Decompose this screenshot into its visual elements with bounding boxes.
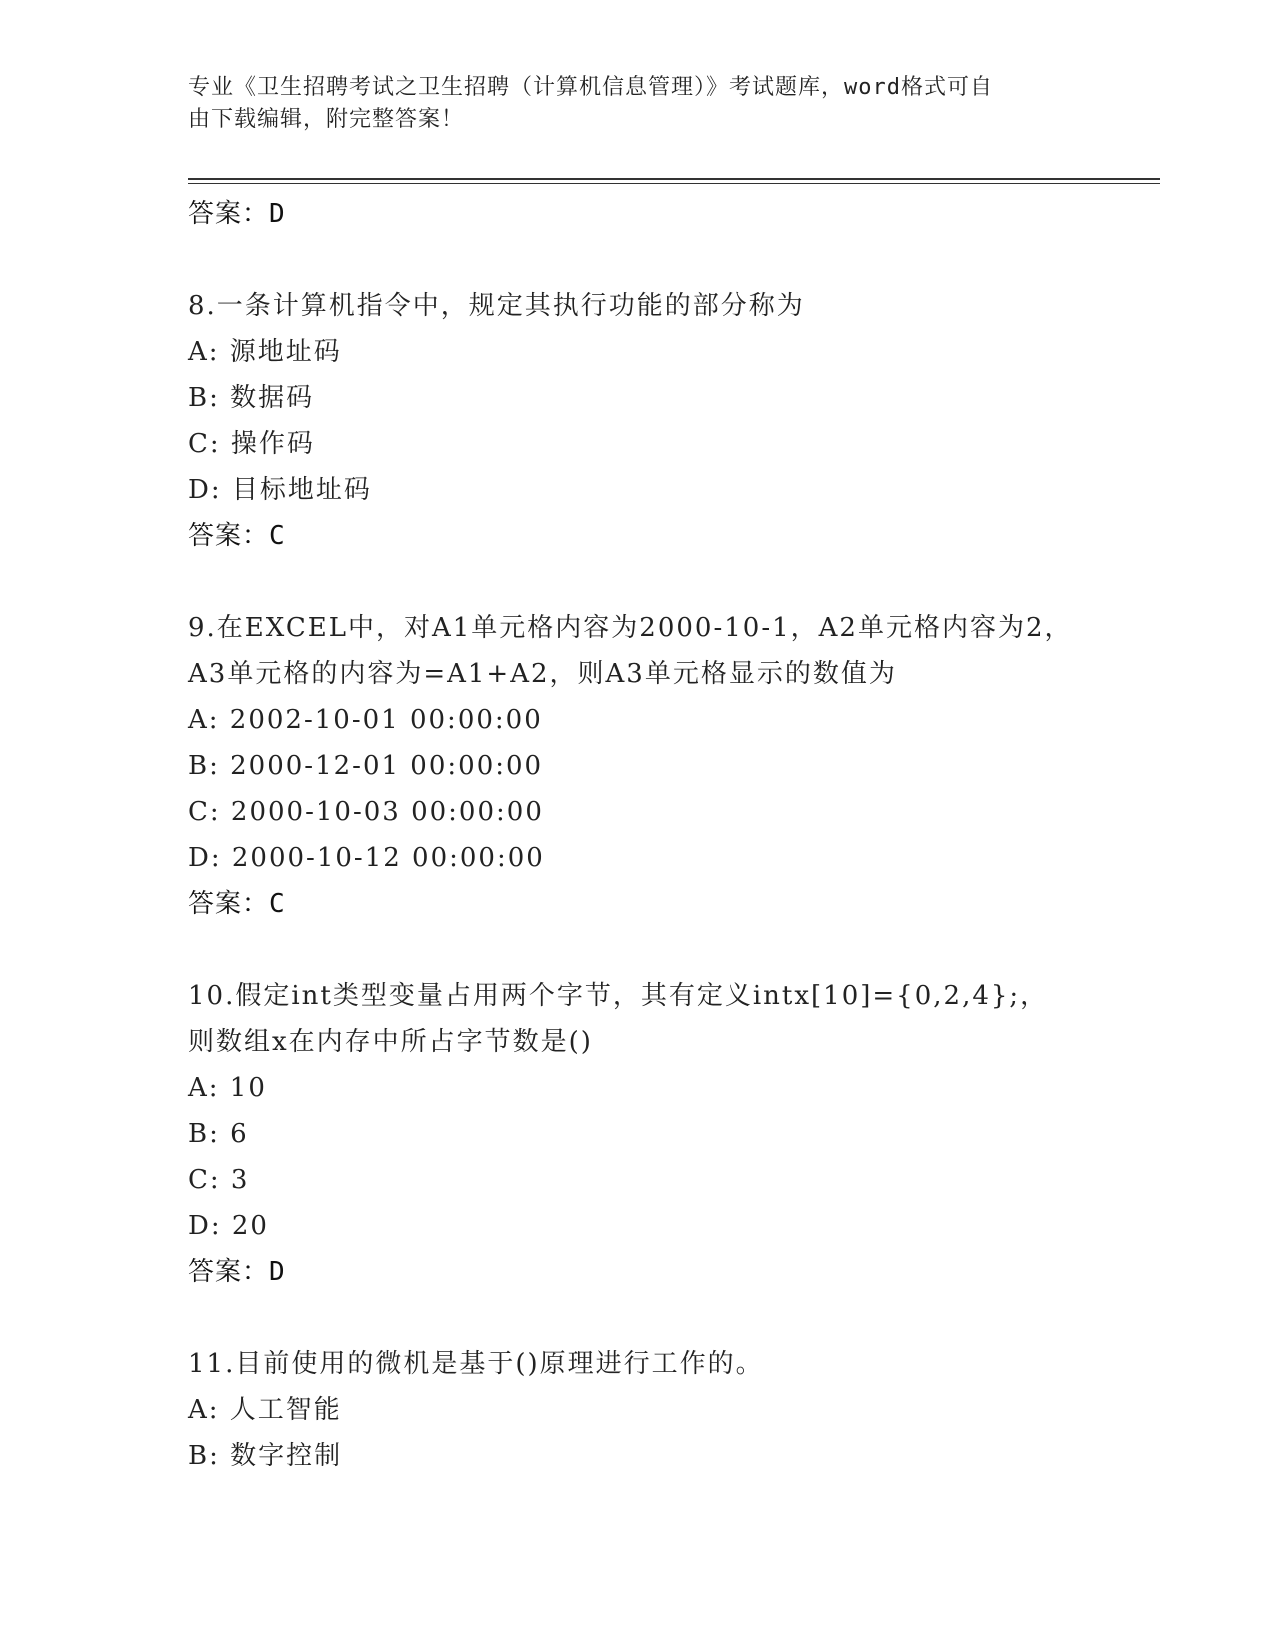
- question-9: [188, 605, 1088, 927]
- question-8-answer: 答案：C: [188, 521, 286, 551]
- spacer: [188, 237, 1088, 283]
- question-9-option-d: D: 2000-10-12 00:00:00: [188, 843, 545, 873]
- question-11-option-b: B: 数字控制: [188, 1441, 343, 1471]
- question-10-option-d: D: 20: [188, 1211, 269, 1241]
- header-line-2: 由下载编辑，附完整答案！: [188, 107, 465, 132]
- question-11: [188, 1341, 1088, 1479]
- question-9-option-c: C: 2000-10-03 00:00:00: [188, 797, 544, 827]
- question-9-text-line-1: 9.在EXCEL中，对A1单元格内容为2000-10-1，A2单元格内容为2，: [188, 613, 1073, 643]
- question-8-option-c: C: 操作码: [188, 429, 315, 459]
- question-list: [188, 191, 1088, 1479]
- question-9-option-b: B: 2000-12-01 00:00:00: [188, 751, 544, 781]
- header-divider-thick: [188, 178, 1160, 180]
- question-9-option-a: A: 2002-10-01 00:00:00: [188, 705, 543, 735]
- question-8-option-b: B: 数据码: [188, 383, 315, 413]
- document-header: [188, 72, 1068, 136]
- spacer: [188, 927, 1088, 973]
- spacer: [188, 1295, 1088, 1341]
- previous-answer: 答案：D: [188, 199, 286, 229]
- question-10-text-line-1: 10.假定int类型变量占用两个字节，其有定义intx[10]={0,2,4};，: [188, 981, 1049, 1011]
- question-10-option-b: B: 6: [188, 1119, 249, 1149]
- question-8-option-d: D: 目标地址码: [188, 475, 372, 505]
- question-11-option-a: A: 人工智能: [188, 1395, 342, 1425]
- question-9-text-line-2: A3单元格的内容为=A1+A2，则A3单元格显示的数值为: [188, 659, 897, 689]
- question-8-text: 8.一条计算机指令中，规定其执行功能的部分称为: [188, 291, 805, 321]
- question-9-answer: 答案：C: [188, 889, 286, 919]
- question-8: [188, 283, 1088, 559]
- question-10-option-c: C: 3: [188, 1165, 250, 1195]
- question-10-option-a: A: 10: [188, 1073, 267, 1103]
- header-divider-thin: [188, 183, 1160, 184]
- header-line-1: 专业《卫生招聘考试之卫生招聘（计算机信息管理）》考试题库，word格式可自: [188, 75, 993, 100]
- question-8-option-a: A: 源地址码: [188, 337, 342, 367]
- question-10: [188, 973, 1088, 1295]
- question-11-text: 11.目前使用的微机是基于()原理进行工作的。: [188, 1349, 764, 1379]
- question-10-answer: 答案：D: [188, 1257, 286, 1287]
- question-10-text-line-2: 则数组x在内存中所占字节数是(): [188, 1027, 593, 1057]
- spacer: [188, 559, 1088, 605]
